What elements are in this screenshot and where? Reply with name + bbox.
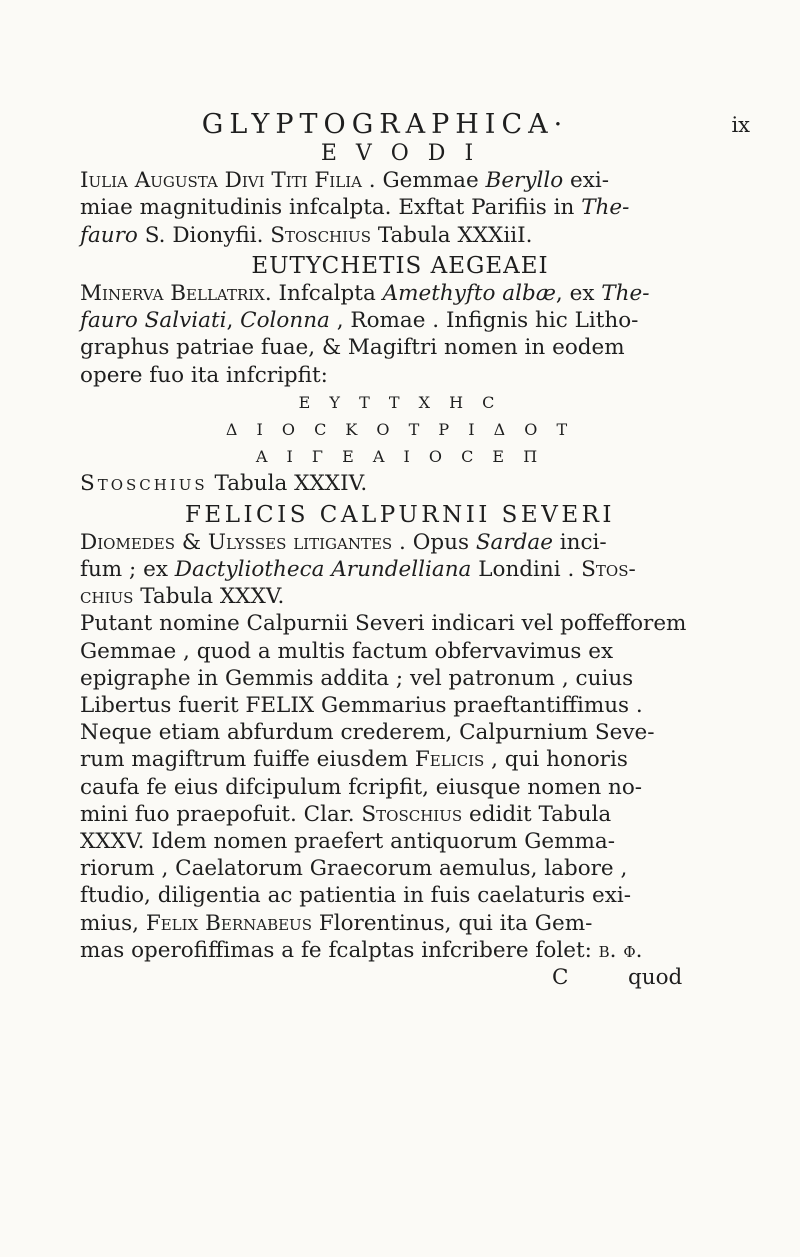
text-line: graphus patriae fuae, & Magiftri nomen in eodem [80, 335, 625, 361]
greek-inscription-line: A I Γ E A I O C E Π [255, 447, 545, 467]
text-span: , ex [555, 281, 602, 307]
italic-text: Amethyfto albæ [382, 281, 556, 307]
italic-text: Colonna [240, 308, 330, 334]
small-caps-text: Felicis [414, 747, 485, 773]
text-line [80, 307, 720, 334]
text-line: Putant nomine Calpurnii Severi indicari vel poffefforem [80, 611, 687, 637]
text-line: Gemmae , quod a multis factum obfervavimus ex [80, 638, 614, 664]
catchword: quod [628, 965, 683, 991]
page-number: ix [731, 113, 750, 137]
text-line [80, 222, 720, 249]
text-span: , [226, 308, 241, 334]
text-line: riorum , Caelatorum Graecorum aemulus, labore , [80, 856, 628, 882]
entry-title-eutychetis: EUTYCHETIS AEGEAEI [251, 252, 549, 279]
text-span: Tabula XXXIV. [207, 471, 368, 497]
text-span: Londini . [471, 557, 582, 583]
text-line: ftudio, diligentia ac patientia in fuis caelaturis exi- [80, 883, 632, 909]
catchline [80, 964, 720, 991]
text-line: epigraphe in Gemmis addita ; vel patronum , cuius [80, 665, 634, 691]
entry-title-evodi: E V O D I [320, 141, 480, 166]
text-line: XXXV. Idem nomen praefert antiquorum Gemma- [80, 829, 615, 855]
text-span: miae magnitudinis infcalpta. Exftat Parifiis in [80, 195, 582, 221]
text-line [80, 937, 720, 964]
small-caps-text: Stoschius [270, 222, 371, 248]
text-line [80, 194, 720, 221]
running-title: GLYPTOGRAPHICA· [201, 109, 569, 140]
text-line [80, 910, 720, 937]
greek-inscription-line: E Y T T X H C [298, 392, 502, 412]
text-span: Tabula XXXV. [133, 584, 285, 610]
text-line: Libertus fuerit FELIX Gemmarius praeftantiffimus . [80, 693, 643, 719]
greek-inscription-line: Δ I O C K O T P I Δ O T [225, 420, 575, 440]
text-span: , qui honoris [484, 747, 628, 773]
small-caps-text: Stos- [581, 557, 636, 583]
text-span: . Opus [392, 529, 476, 555]
text-span: mius, [80, 910, 146, 936]
text-span: exi- [563, 168, 610, 194]
text-span: . Gemmae [361, 168, 486, 194]
italic-text: Beryllo [485, 168, 564, 194]
text-line [80, 556, 720, 583]
text-line [80, 167, 720, 194]
small-caps-text: Diomedes [80, 529, 176, 555]
text-span: mas operofiffimas a fe fcalptas infcribere folet: [80, 937, 599, 963]
text-span: rum magiftrum fuiffe eiusdem [80, 747, 415, 773]
small-caps-text: Stoschius [361, 801, 463, 827]
page-header [90, 108, 750, 142]
small-caps-text: chius [80, 584, 134, 610]
text-span: edidit Tabula [462, 801, 612, 827]
small-caps-text: Minerva Bellatrix [80, 281, 265, 307]
italic-text: fauro Salviati [80, 308, 227, 334]
small-caps-text: b. φ. [598, 937, 643, 963]
signature-mark: C [552, 965, 569, 991]
text-line [80, 529, 720, 556]
text-span: fum ; ex [80, 557, 175, 583]
text-span: mini fuo praepofuit. Clar. [80, 801, 362, 827]
small-caps-text: Ulysses litigantes [207, 529, 393, 555]
small-caps-text: Iulia Augusta Divi Titi Filia [80, 168, 362, 194]
text-span: & [175, 529, 208, 555]
italic-text: fauro [80, 222, 138, 248]
text-line [80, 801, 720, 828]
italic-text: The- [601, 281, 650, 307]
text-line: caufa fe eius difcipulum fcripfit, eiusque nomen no- [80, 774, 643, 800]
text-span: . Infcalpta [264, 281, 383, 307]
small-caps-text: Felix Bernabeus [145, 910, 312, 936]
small-caps-text: Stoschius [80, 471, 208, 497]
text-line [80, 470, 720, 497]
italic-text: The- [581, 195, 630, 221]
text-span: S. Dionyfii. [137, 222, 271, 248]
text-line [80, 280, 720, 307]
text-line [80, 583, 720, 610]
entry-title-felicis: FELICIS CALPURNII SEVERI [184, 501, 616, 528]
text-span: inci- [552, 529, 607, 555]
text-line [80, 746, 720, 773]
body-text [80, 140, 720, 991]
text-span: , Romae . Infignis hic Litho- [329, 308, 639, 334]
italic-text: Dactyliotheca Arundelliana [174, 557, 472, 583]
text-span: Tabula XXXiiI. [370, 222, 533, 248]
text-line: opere fuo ita infcripfit: [80, 362, 328, 388]
italic-text: Sardae [475, 529, 553, 555]
text-line: Neque etiam abfurdum crederem, Calpurnium Seve- [80, 720, 655, 746]
text-span: Florentinus, qui ita Gem- [311, 910, 593, 936]
